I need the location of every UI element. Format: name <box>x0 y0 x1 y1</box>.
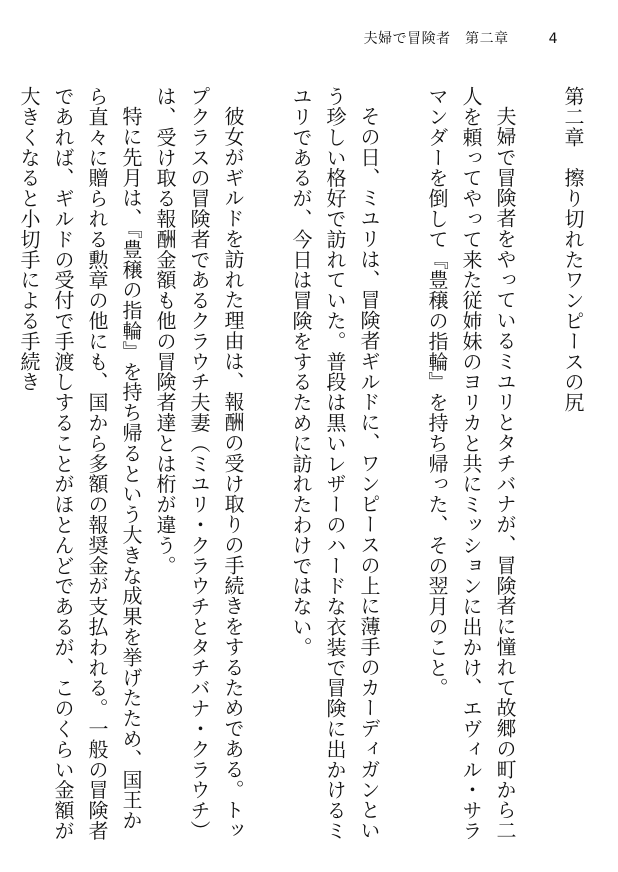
paragraph: 彼女がギルドを訪れた理由は、報酬の受け取りの手続きをするためである。トップクラスの冒険者であるクラウチ夫妻（ミユリ・クラウチとタチバナ・クラウチ）は、受け取る報酬金額も他の冒険者達とは桁が違う。 <box>153 86 245 841</box>
paragraph: その日、ミユリは、冒険者ギルドに、ワンピースの上に薄手のカーディガンという珍しい格好で訪れていた。普段は黒いレザーのハードな衣装で冒険に出かけるミユリであるが、今日は冒険をするために訪れたわけではない。 <box>289 86 381 841</box>
paragraph: 夫婦で冒険者をやっているミユリとタチバナが、冒険者に憧れて故郷の町から二人を頼ってやって来た従姉妹のヨリカと共にミッションに出かけ、エヴィル・サラマンダーを倒して『豊穣の指輪』を持ち帰った、その翌月のこと。 <box>425 86 517 841</box>
vertical-text-body <box>17 86 590 846</box>
running-title: 夫婦で冒険者 第二章 <box>363 31 509 47</box>
chapter-title: 第二章 擦り切れたワンピースの尻 <box>561 86 585 413</box>
running-header <box>364 28 558 48</box>
page-number: 4 <box>548 31 558 47</box>
paragraph: 特に先月は、『豊穣の指輪』を持ち帰るという大きな成果を挙げたため、国王から直々に贈られる勲章の他にも、国から多額の報奨金が支払われる。一般の冒険者であれば、ギルドの受付で手渡しすることがほとんどであるが、このくらい金額が大きくなると小切手による手続き <box>17 86 143 841</box>
